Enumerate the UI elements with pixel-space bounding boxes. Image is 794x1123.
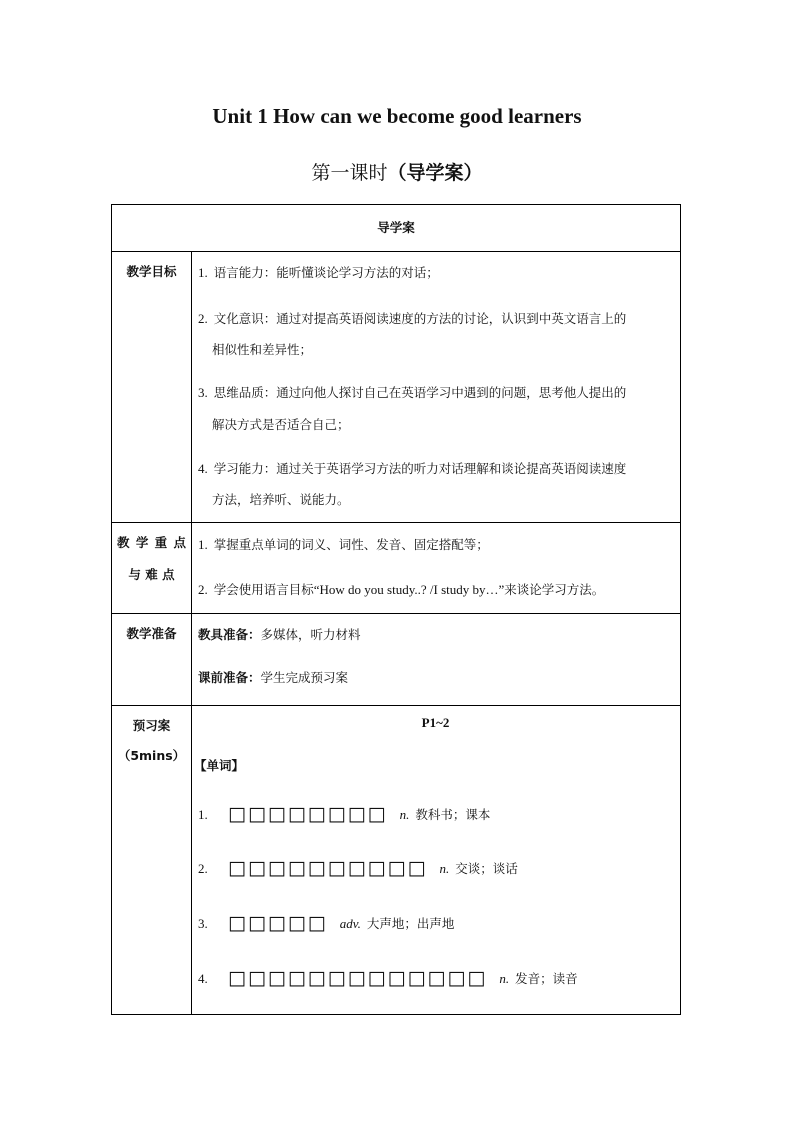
prep-label: 教学准备 <box>126 626 177 641</box>
focus-item: 2. 学会使用语言目标“How do you study..? /I study by…”来谈论学习方法。 <box>198 582 605 597</box>
blank-boxes: □□□□□□□□ <box>228 803 388 825</box>
document-subtitle <box>0 158 794 185</box>
blank-boxes: □□□□□□□□□□□□□ <box>228 967 488 989</box>
focus-item: 1. 掌握重点单词的词义、词性、发音、固定搭配等； <box>198 537 489 552</box>
blank-boxes: □□□□□ <box>228 912 328 934</box>
table-header-row <box>112 205 680 252</box>
table-header: 导学案 <box>377 220 415 235</box>
lesson-plan-table <box>111 204 681 1015</box>
preview-duration: （5mins） <box>117 748 186 763</box>
objective-item-continued: 相似性和差异性； <box>212 342 313 357</box>
vocab-item: 4. □□□□□□□□□□□□□ n. 发音；读音 <box>198 967 578 989</box>
lesson-type: （导学案） <box>387 162 483 184</box>
prep-row <box>112 614 680 706</box>
vocab-item: 2. □□□□□□□□□□ n. 交谈；谈话 <box>198 857 518 879</box>
teaching-tools: 教具准备：多媒体，听力材料 <box>198 627 361 642</box>
objectives-label: 教学目标 <box>126 264 177 279</box>
document-title: Unit 1 How can we become good learners <box>212 104 582 128</box>
focus-label-line2: 与 难 点 <box>128 567 175 582</box>
focus-label-line1: 教 学 重 点 <box>116 535 187 550</box>
blank-boxes: □□□□□□□□□□ <box>228 857 428 879</box>
objective-item: 3. 思维品质：通过向他人探讨自己在英语学习中遇到的问题，思考他人提出的 <box>198 385 627 400</box>
preview-label: 预习案 <box>132 718 171 733</box>
prep-label-cell <box>112 614 192 705</box>
vocab-section-title: 【单词】 <box>194 758 245 773</box>
preview-label-cell <box>112 706 192 1014</box>
preview-row <box>112 706 680 1014</box>
objectives-label-cell <box>112 252 192 522</box>
objectives-row <box>112 252 680 523</box>
lesson-label: 第一课时 <box>311 162 388 184</box>
focus-label-cell <box>112 523 192 613</box>
language-goal: “How do you study..? /I study by…” <box>313 582 505 597</box>
vocab-item: 3. □□□□□ adv. 大声地；出声地 <box>198 912 455 934</box>
focus-row <box>112 523 680 614</box>
vocab-item: 1. □□□□□□□□ n. 教科书；课本 <box>198 803 491 825</box>
page-range: P1~2 <box>421 715 450 730</box>
pre-class-prep: 课前准备：学生完成预习案 <box>198 670 349 685</box>
objective-item-continued: 解决方式是否适合自己； <box>212 417 350 432</box>
objective-item: 4. 学习能力：通过关于英语学习方法的听力对话理解和谈论提高英语阅读速度 <box>198 461 627 476</box>
objective-item-continued: 方法，培养听、说能力。 <box>212 492 350 507</box>
objective-item: 1. 语言能力：能听懂谈论学习方法的对话； <box>198 265 439 280</box>
objective-item: 2. 文化意识：通过对提高英语阅读速度的方法的讨论，认识到中英文语言上的 <box>198 311 627 326</box>
